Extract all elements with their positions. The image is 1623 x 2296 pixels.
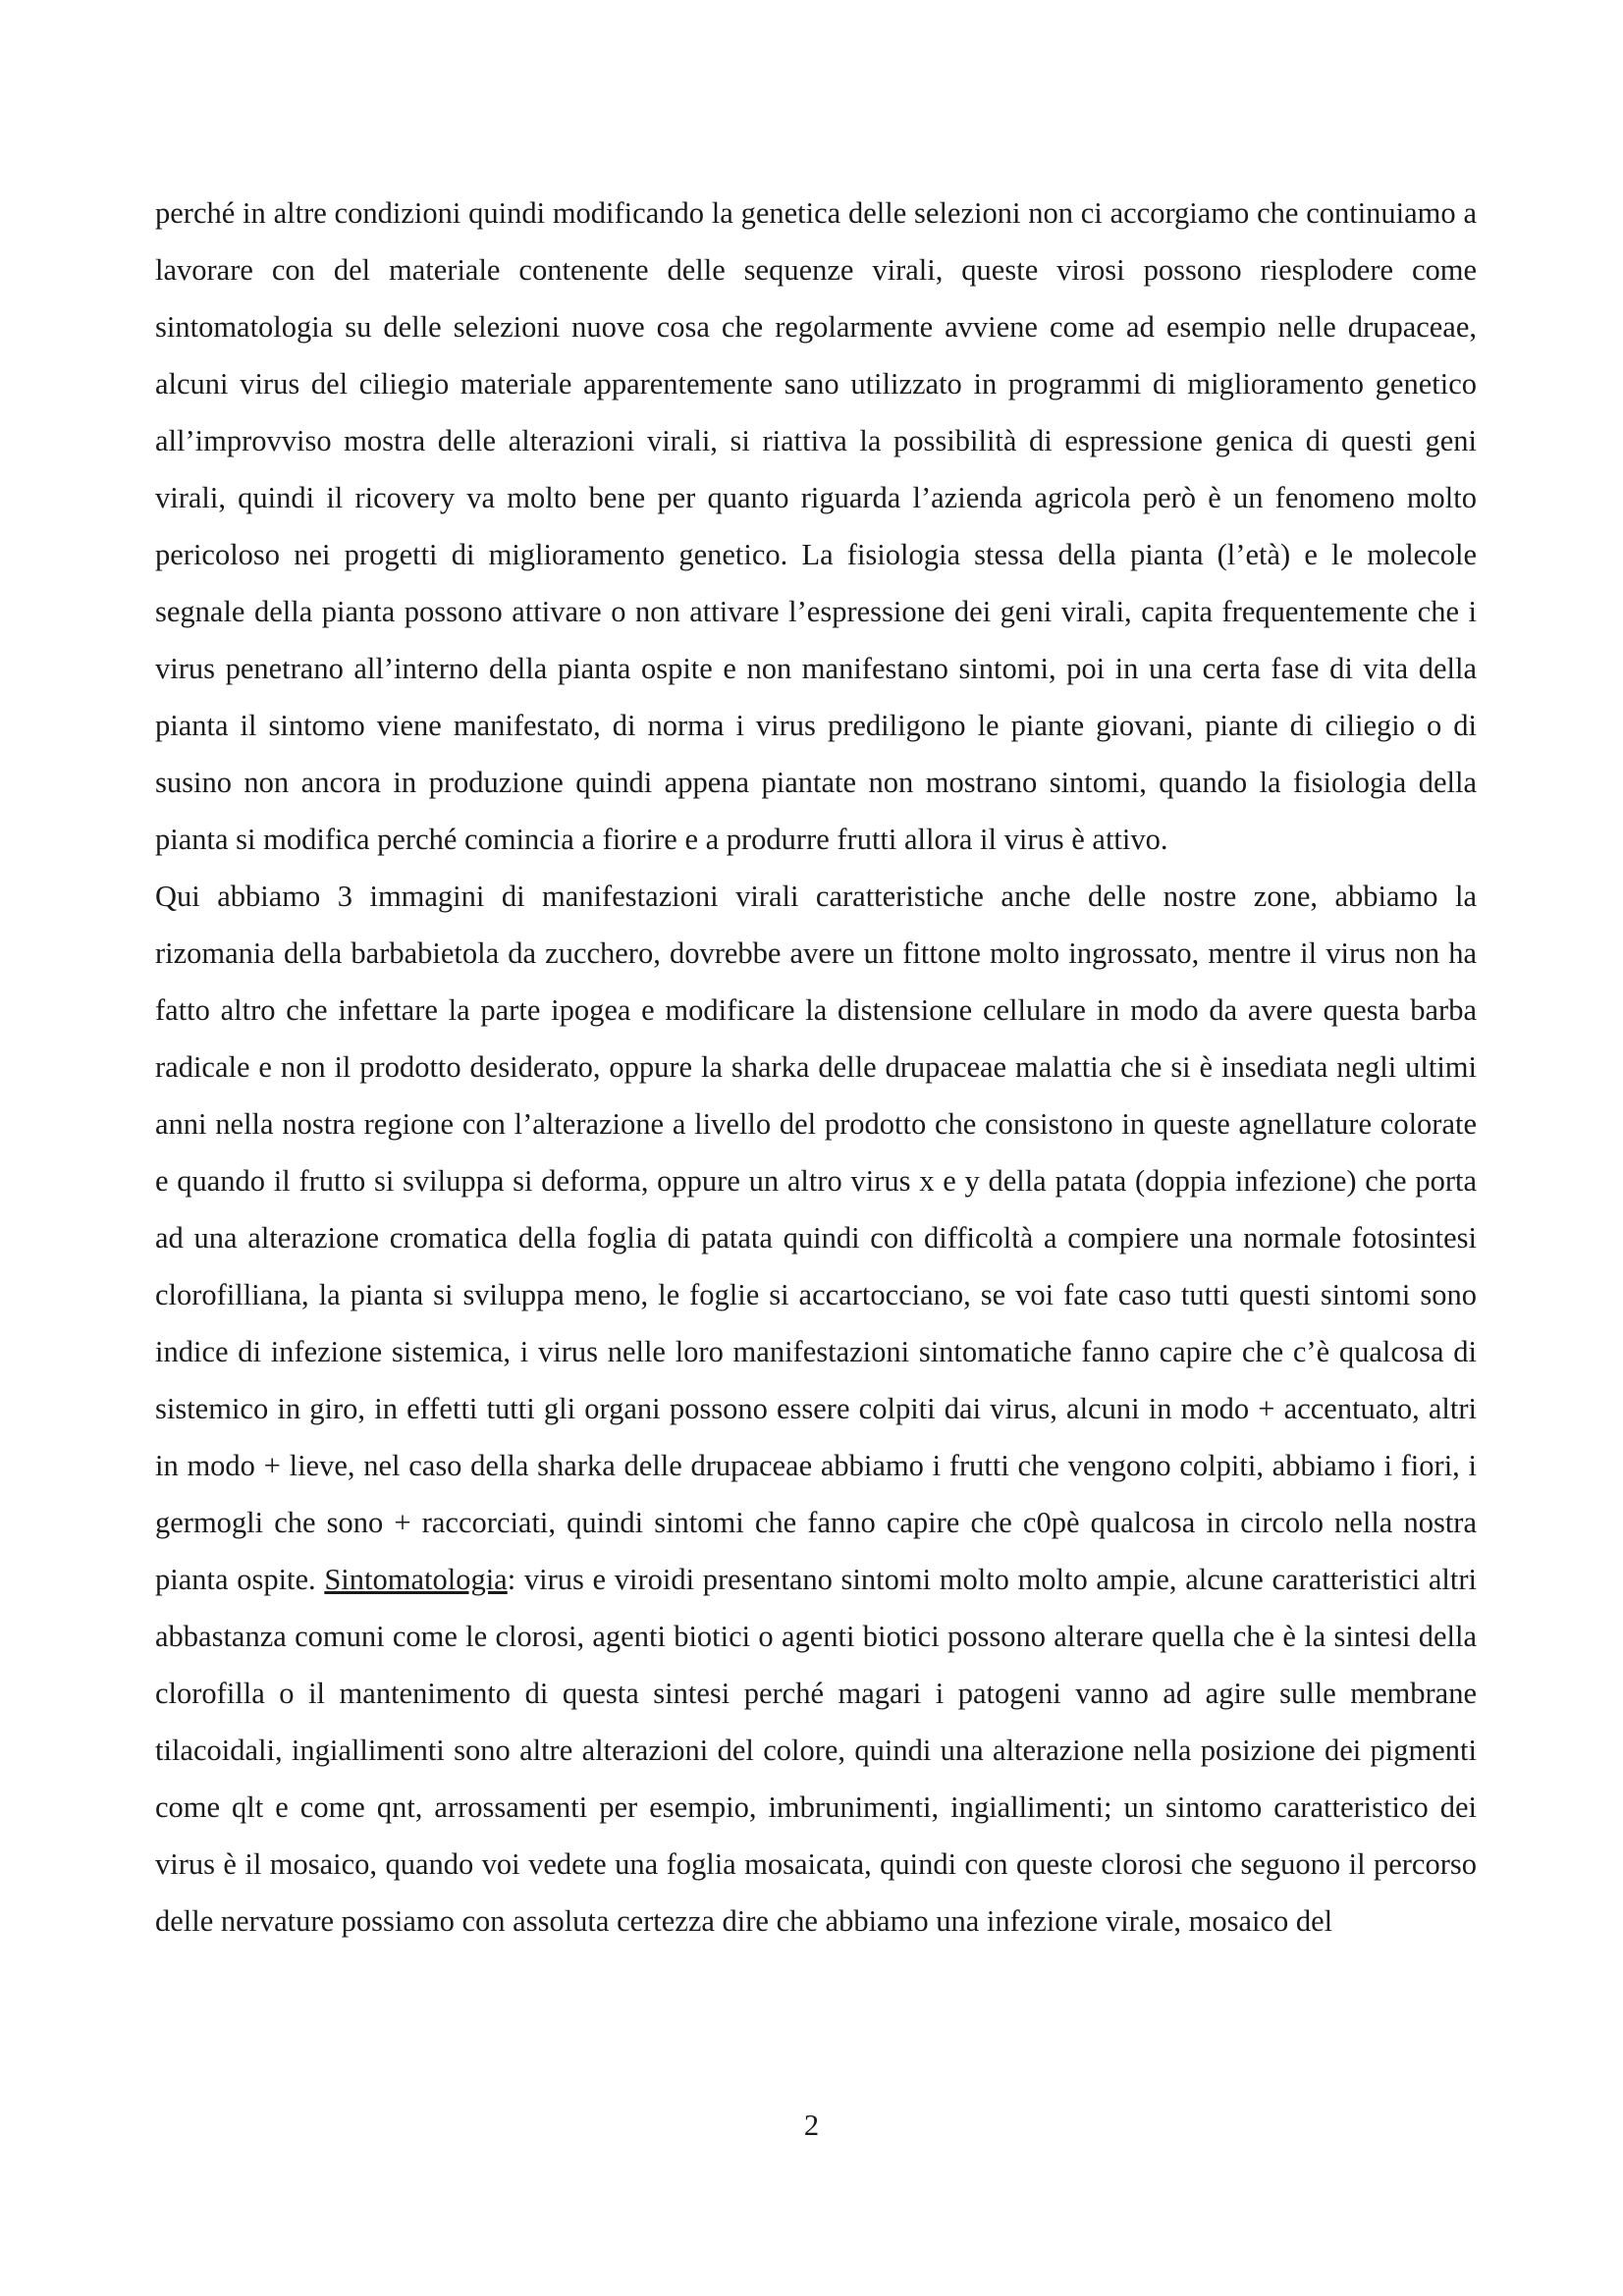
sintomatologia-heading: Sintomatologia	[324, 1563, 508, 1596]
paragraph-1: perché in altre condizioni quindi modificando la genetica delle selezioni non ci accorgiamo che continuiamo a lavorare con del materiale contenente delle sequenze virali, queste virosi possono riesplodere come sintomatologia su delle selezioni nuove cosa che regolarmente avviene come ad esempio nelle drupaceae, alcuni virus del ciliegio materiale apparentemente sano utilizzato in programmi di miglioramento genetico all’improvviso mostra delle alterazioni virali, si riattiva la possibilità di espressione genica di questi geni virali, quindi il ricovery va molto bene per quanto riguarda l’azienda agricola però è un fenomeno molto pericoloso nei progetti di miglioramento genetico. La fisiologia stessa della pianta (l’età) e le molecole segnale della pianta possono attivare o non attivare l’espressione dei geni virali, capita frequentemente che i virus penetrano all’interno della pianta ospite e non manifestano sintomi, poi in una certa fase di vita della pianta il sintomo viene manifestato, di norma i virus prediligono le piante giovani, piante di ciliegio o di susino non ancora in produzione quindi appena piantate non mostrano sintomi, quando la fisiologia della pianta si modifica perché comincia a fiorire e a produrre frutti allora il virus è attivo.	[155, 196, 1477, 856]
paragraph-2-text-before: Qui abbiamo 3 immagini di manifestazioni virali caratteristiche anche delle nostre zone, abbiamo la rizomania della barbabietola da zucchero, dovrebbe avere un fittone molto ingrossato, mentre il virus non ha fatto altro che infettare la parte ipogea e modificare la distensione cellulare in modo da avere questa barba radicale e non il prodotto desiderato, oppure la sharka delle drupaceae malattia che si è insediata negli ultimi anni nella nostra regione con l’alterazione a livello del prodotto che consistono in queste agnellature colorate e quando il frutto si sviluppa si deforma, oppure un altro virus x e y della patata (doppia infezione) che porta ad una alterazione cromatica della foglia di patata quindi con difficoltà a compiere una normale fotosintesi clorofilliana, la pianta si sviluppa meno, le foglie si accartocciano, se voi fate caso tutti questi sintomi sono indice di infezione sistemica, i virus nelle loro manifestazioni sintomatiche fanno capire che c’è qualcosa di sistemico in giro, in effetti tutti gli organi possono essere colpiti dai virus, alcuni in modo + accentuato, altri in modo + lieve, nel caso della sharka delle drupaceae abbiamo i frutti che vengono colpiti, abbiamo i fiori, i germogli che sono + raccorciati, quindi sintomi che fanno capire che c0pè qualcosa in circolo nella nostra pianta ospite.	[155, 880, 1477, 1596]
paragraph-2	[155, 868, 1477, 1949]
page-body	[155, 185, 1477, 1949]
paragraph-2-text-after: : virus e viroidi presentano sintomi molto molto ampie, alcune caratteristici altri abbastanza comuni come le clorosi, agenti biotici o agenti biotici possono alterare quella che è la sintesi della clorofilla o il mantenimento di questa sintesi perché magari i patogeni vanno ad agire sulle membrane tilacoidali, ingiallimenti sono altre alterazioni del colore, quindi una alterazione nella posizione dei pigmenti come qlt e come qnt, arrossamenti per esempio, imbrunimenti, ingiallimenti; un sintomo caratteristico dei virus è il mosaico, quando voi vedete una foglia mosaicata, quindi con queste clorosi che seguono il percorso delle nervature possiamo con assoluta certezza dire che abbiamo una infezione virale, mosaico del	[155, 1563, 1477, 1938]
page-number: 2	[803, 2109, 820, 2142]
